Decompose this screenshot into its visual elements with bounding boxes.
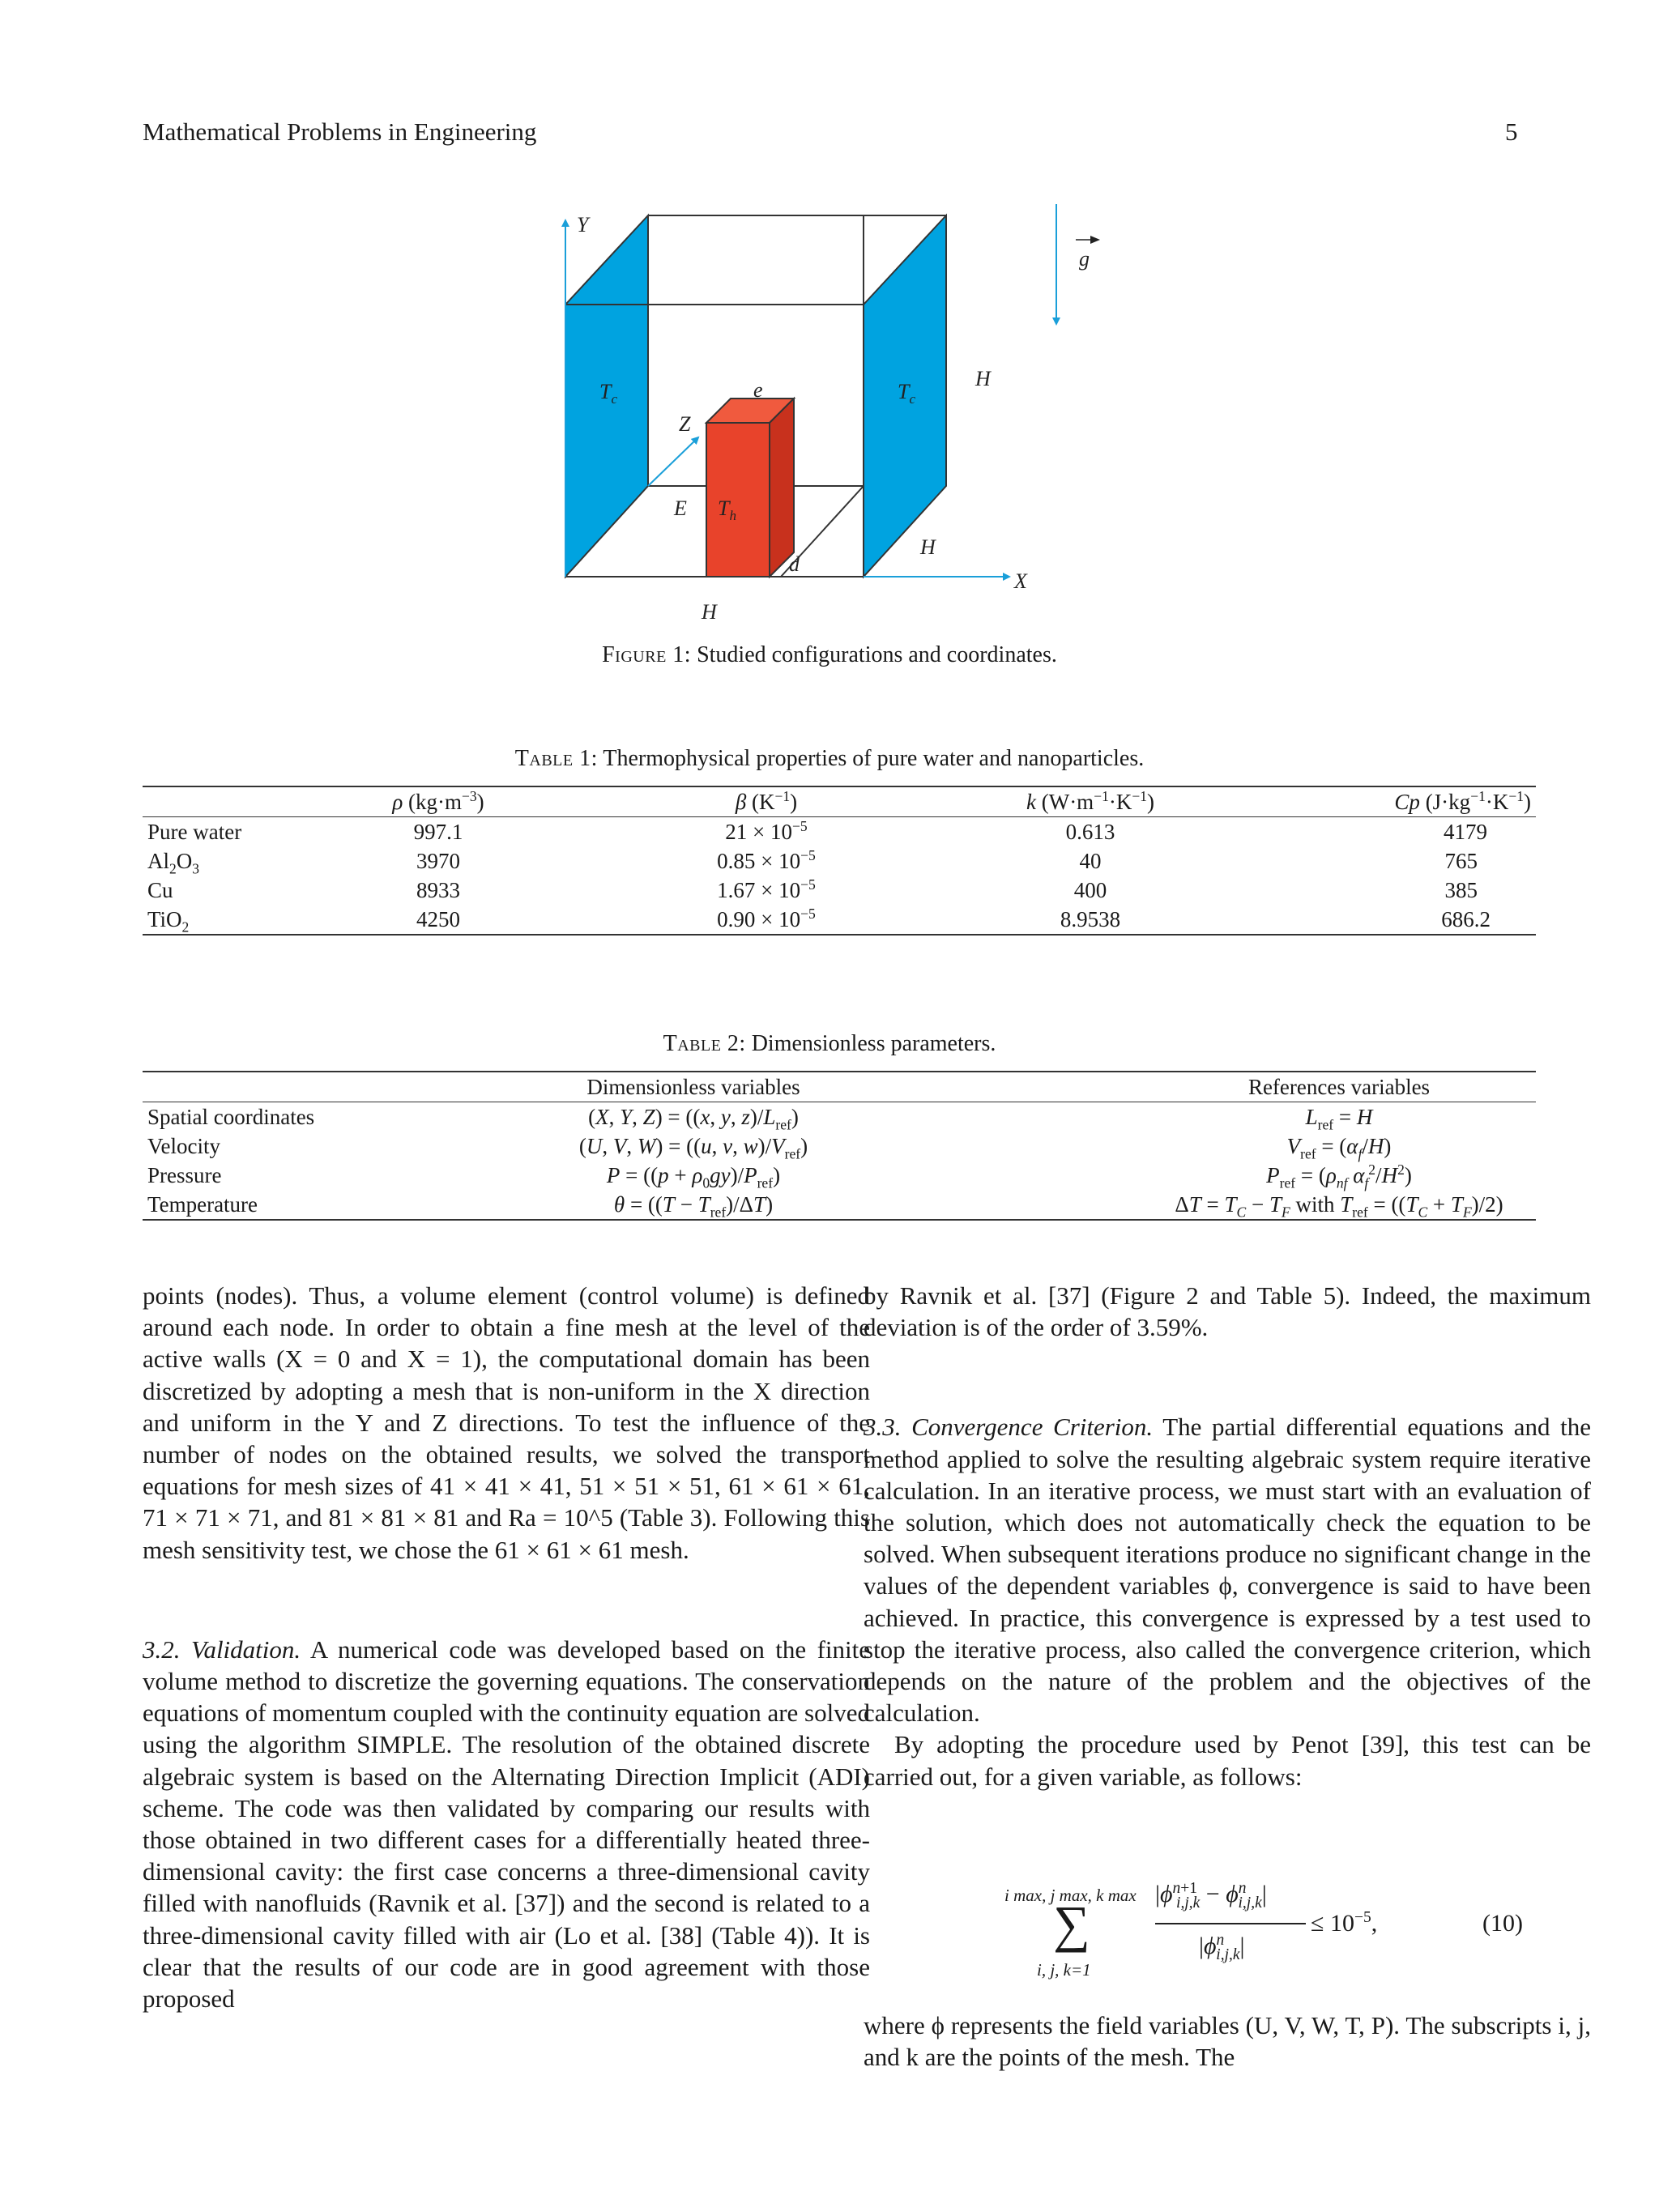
table-row: Cu 8933 $1.67 \times 10^{-5}$ 400 385: [143, 876, 1536, 905]
fig-label-Tc-right: $T_c$: [898, 380, 916, 407]
equation-number: (10): [1482, 1910, 1523, 1937]
figure-1-caption: Figure 1: Studied configurations and coordinates.: [602, 642, 1057, 667]
right-paragraph-3: By adopting the procedure used by Penot [39], this test can be carried out, for a given variable, as follows:: [864, 1730, 1591, 1791]
fraction-numerator: $|\phi^{n+1}_{i,j,k} - \phi^n_{i,j,k}|$: [1155, 1880, 1267, 1912]
table-2-header-empty: [143, 1072, 483, 1102]
table-row: Spatial coordinates (X, Y, Z) = ((x, y, $z)/L_{ref}$) $L_{ref} = H$: [147, 1105, 1373, 1133]
sum-symbol: ∑: [1053, 1895, 1090, 1953]
fig-label-H-bottom: H: [702, 600, 717, 624]
sum-lower-limit: i, j, k=1: [1037, 1960, 1091, 1980]
section-3-2-title: 3.2. Validation.: [143, 1634, 301, 1664]
figure-1-cavity-diagram: [518, 202, 1150, 640]
heater-front: [706, 423, 770, 577]
table-row: Velocity (U, V, W) = ((u, v, $w)/V_{ref}$) $V_{ref} = (\alpha_f/H)$: [147, 1134, 1392, 1162]
table-row: $Al_2O_3$ 3970 $0.85 \times 10^{-5}$ 40 765: [143, 846, 1536, 876]
table-1-name: Pure water: [147, 820, 242, 844]
table-2: [143, 1071, 1536, 1221]
fig-label-E: E: [674, 497, 687, 520]
table-1-name: Cu: [147, 878, 173, 902]
table-2-header-row: [143, 1072, 1536, 1102]
table-2-header-ref: References variables: [1247, 1075, 1431, 1099]
fig-label-Y: Y: [577, 213, 589, 237]
fig-label-g: g: [1079, 247, 1090, 271]
section-3-2-paragraph: 3.2. Validation. A numerical code was developed based on the finite volume method to discretize the governing equations. The conservation equations of momentum coupled with the continuity equation are solved using the algorithm SIMPLE. The resolution of the obtained discrete algebraic system is based on the Alternating Direction Implicit (ADI) scheme. The code was then validated by comparing our results with those obtained in two different cases for a differentially heated three-dimensional cavity: the first case concerns a three-dimensional cavity filled with nanofluids (Ravnik et al. [37]) and the second is related to a three-dimensional cavity filled with air (Lo et al. [38] (Table 4)). It is clear that the results of our code are in good agreement with those proposed: [143, 1634, 870, 2014]
table-1-header-beta: β $(K^{-1})$: [735, 788, 798, 814]
z-axis-arrow: [648, 437, 698, 486]
fig-label-e: e: [753, 378, 763, 402]
left-paragraph-1: points (nodes). Thus, a volume element (control volume) is defined around each node. In order to obtain a fine mesh at the level of the active walls (X = 0 and X = 1), the computational domain has been discretized by adopting a mesh that is non-uniform in the X direction and uniform in the Y and Z directions. To test the influence of the number of nodes on the obtained results, we solved the transport equations for mesh sizes of 41 × 41 × 41, 51 × 51 × 51, 61 × 61 × 61, 71 × 71 × 71, and 81 × 81 × 81 and Ra = 10^5 (Table 3). Following this mesh sensitivity test, we chose the 61 × 61 × 61 mesh.: [143, 1281, 870, 1564]
table-row: TiO$_2$ 4250 $0.90 \times 10^{-5}$ 8.9538 686.2: [143, 905, 1536, 935]
table-2-caption: Table 2: Dimensionless parameters.: [663, 1031, 996, 1056]
fig-label-Th: $T_h$: [718, 497, 736, 523]
fig-label-H-right: H: [975, 367, 991, 390]
table-1-header-cp: Cp $(J\cdot kg^{-1}\cdot K^{-1})$: [1394, 788, 1531, 814]
fig-label-H-inner: H: [920, 535, 936, 559]
fraction-denominator: $|\phi^n_{i,j,k}|$: [1199, 1932, 1245, 1963]
fig-label-Tc-left: $T_c$: [599, 380, 618, 407]
table-1-name: $Al_2O_3$: [147, 849, 200, 877]
section-3-3-title: 3.3. Convergence Criterion.: [864, 1413, 1154, 1442]
table-1-header-rho: ρ $(kg\cdot m^{-3})$: [392, 788, 484, 814]
table-1: [143, 786, 1536, 936]
right-paragraph-1: by Ravnik et al. [37] (Figure 2 and Table 5). Indeed, the maximum deviation is of the order of 3.59%.: [864, 1281, 1591, 1342]
table-1-caption: Table 1: Thermophysical properties of pure water and nanoparticles.: [514, 746, 1145, 771]
right-column: [864, 1280, 1591, 1792]
fig-label-d: d: [789, 552, 800, 576]
section-3-3-paragraph: 3.3. Convergence Criterion. The partial differential equations and the method applied to solve the resulting algebraic system require iterative calculation. In an iterative process, we must start with an evaluation of the solution, which does not automatically check the equation to be solved. When subsequent iterations produce no significant change in the values of the dependent variables ϕ, convergence is said to have been achieved. In practice, this convergence is expressed by a test used to stop the iterative process, also called the convergence criterion, which depends on the nature of the problem and the objectives of the calculation.: [864, 1413, 1591, 1728]
equation-10: [1004, 1871, 1539, 1993]
table-1-name: TiO$_2$: [147, 907, 190, 936]
right-column-end: [864, 2010, 1591, 2073]
table-1-header-row: [143, 786, 1536, 817]
table-1-header-empty: [143, 786, 264, 817]
table-row: Pressure $P = ((p + \rho_0gy)/P_{ref})$ $P_{ref} = (\rho_{nf}$ $\alpha_f^2/H^2$): [147, 1161, 1412, 1191]
fig-label-Z: Z: [679, 412, 691, 436]
left-column: [143, 1280, 870, 2014]
fraction-bar: [1155, 1923, 1306, 1924]
right-paragraph-4: where ϕ represents the field variables (U, V, W, T, P). The subscripts i, j, and k are the points of the mesh. The: [864, 2011, 1591, 2072]
running-header-journal: Mathematical Problems in Engineering: [143, 117, 537, 146]
heater-side: [770, 399, 794, 577]
fig-label-X: X: [1014, 569, 1027, 593]
table-row: Temperature $\theta = ((T - T_{ref})/\Delta T)$ $\Delta T = T_C - T_F$ with $T_{ref} = ((T_C + T_F)/2)$: [143, 1190, 1536, 1220]
sum-upper-limit: i max, j max, k max: [1004, 1886, 1137, 1905]
table-row: Pure water 997.1 $21 \times 10^{-5}$ 0.613 4179: [143, 817, 1536, 847]
page-number: 5: [1505, 117, 1518, 146]
equation-bound: ≤ $10^{-5}$,: [1311, 1909, 1378, 1937]
table-2-header-dim: Dimensionless variables: [586, 1075, 800, 1099]
table-1-header-k: k $(W\cdot m^{-1}\cdot K^{-1})$: [1026, 788, 1154, 814]
